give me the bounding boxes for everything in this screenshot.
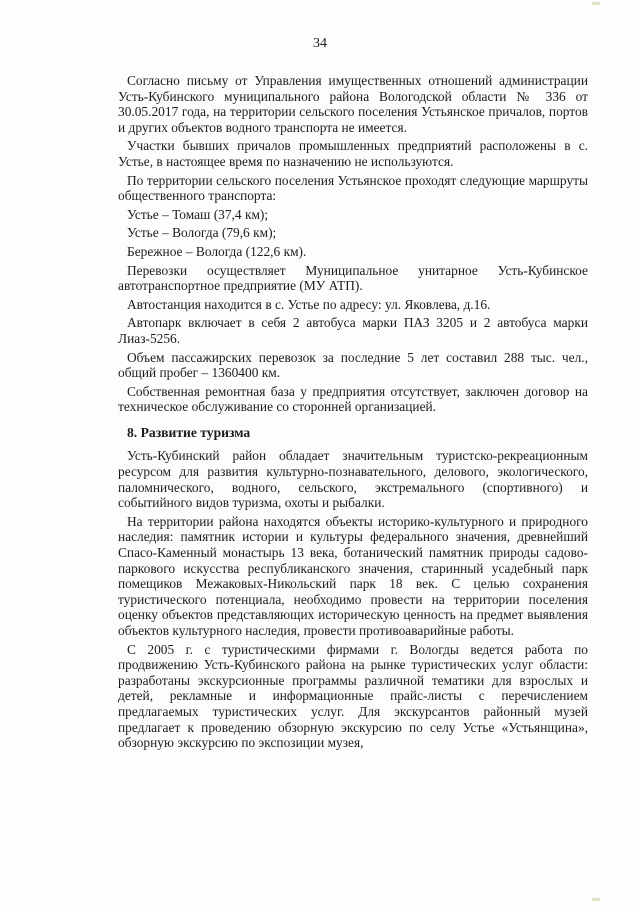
paragraph: Участки бывших причалов промышленных предприятий расположены в с. Устье, в настоящее время по назначению не используются. — [118, 138, 588, 169]
paragraph: Объем пассажирских перевозок за последние 5 лет составил 288 тыс. чел., общий пробег – 1360400 км. — [118, 349, 588, 381]
paragraph: Согласно письму от Управления имущественных отношений администрации Усть-Кубинского муниципального района Вологодской области № 336 от 30.05.2017 года, на территории сельского поселения Устьянское причалов, портов и других объектов водного транспорта не имеется. — [118, 73, 588, 135]
scan-artifact — [592, 2, 600, 5]
route-item: Бережное – Вологда (122,6 км). — [127, 243, 307, 259]
scan-artifact — [592, 898, 600, 901]
paragraph: Перевозки осуществляет Муниципальное унитарное Усть-Кубинское автотранспортное предприятие (МУ АТП). — [118, 262, 588, 294]
paragraph: С 2005 г. с туристическими фирмами г. Вологды ведется работа по продвижению Усть-Кубинского района на рынке туристических услуг области: разработаны экскурсионные программы различной тематики для взрослых и детей, рекламные и информационные прайс-листы с перечислением предлагаемых туристических услуг. Для экскурсантов районный музей предлагает к проведению обзорную экскурсию по селу Устье «Устьянщина», обзорную экскурсию по экспозиции музея, — [118, 641, 588, 751]
route-item: Устье – Вологда (79,6 км); — [127, 225, 277, 241]
paragraph: Автостанция находится в с. Устье по адресу: ул. Яковлева, д.16. — [127, 296, 491, 312]
route-item: Устье – Томаш (37,4 км); — [127, 206, 269, 222]
paragraph: Собственная ремонтная база у предприятия отсутствует, заключен договор на техническое обслуживание со сторонней организацией. — [118, 383, 588, 415]
paragraph: На территории района находятся объекты историко-культурного и природного наследия: памятник истории и культуры федерального значения, древнейший Спасо-Каменный монастырь 13 века, ботанический памятник природы садово-паркового искусства республиканского значения, старинный усадебный парк помещиков Межаковых-Никольский парк 18 век. С целью сохранения туристического потенциала, необходимо провести на территории поселения оценку объектов представляющих историческую ценность на предмет выявления объектов культурного наследия, провести противоаварийные работы. — [118, 513, 588, 638]
page-number: 34 — [313, 36, 327, 51]
paragraph: Усть-Кубинский район обладает значительным туристско-рекреационным ресурсом для развития культурно-познавательного, делового, экологического, паломнического, водного, сельского, экстремального (спортивного) и событийного видов туризма, охоты и рыбалки. — [118, 448, 588, 511]
section-heading: 8. Развитие туризма — [127, 424, 251, 440]
paragraph: По территории сельского поселения Устьянское проходят следующие маршруты общественного транспорта: — [118, 172, 588, 204]
document-body — [118, 73, 588, 754]
paragraph: Автопарк включает в себя 2 автобуса марки ПАЗ 3205 и 2 автобуса марки Лиаз-5256. — [118, 315, 588, 346]
